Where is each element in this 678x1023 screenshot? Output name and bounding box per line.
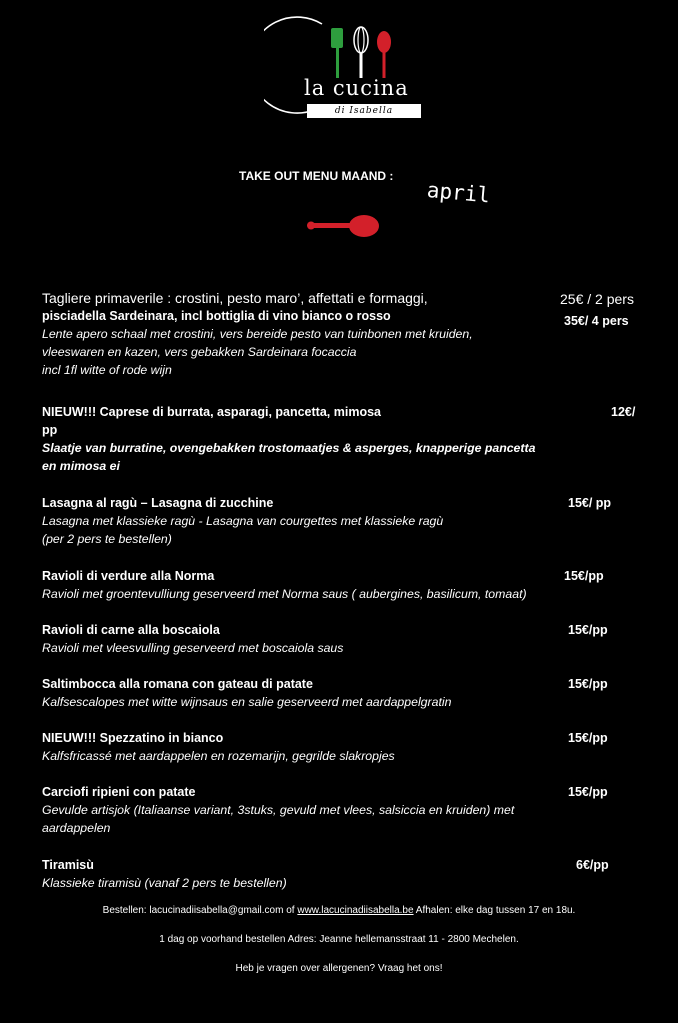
item-description: Ravioli met vleesvulling geserveerd met boscaiola saus (42, 641, 344, 655)
logo (264, 14, 424, 122)
menu-item (42, 567, 642, 603)
menu-item (42, 856, 642, 892)
footer-order-line (0, 905, 678, 916)
item-title: NIEUW!!! Spezzatino in bianco (42, 731, 224, 745)
menu-item (42, 729, 642, 765)
item-description: Lente apero schaal met crostini, vers bereide pesto van tuinbonen met kruiden, (42, 327, 473, 341)
item-description: (per 2 pers te bestellen) (42, 532, 172, 546)
item-title: Carciofi ripieni con patate (42, 785, 196, 799)
item-title: Ravioli di verdure alla Norma (42, 569, 215, 583)
footer-order-text: Bestellen: lacucinadiisabella@gmail.com of (102, 905, 298, 916)
item-title: Saltimbocca alla romana con gateau di patate (42, 677, 313, 691)
logo-subtitle: di Isabella (307, 104, 421, 118)
item-description: Slaatje van burratine, ovengebakken trostomaatjes & asperges, knapperige pancetta (42, 441, 536, 455)
item-title: Tagliere primaverile : crostini, pesto maro’, affettati e formaggi, (42, 290, 428, 306)
item-description: incl 1fl witte of rode wijn (42, 363, 172, 377)
menu-item (42, 621, 642, 657)
item-title: Ravioli di carne alla boscaiola (42, 623, 220, 637)
item-price: 12€/ (611, 405, 636, 419)
footer-pickup-text: Afhalen: elke dag tussen 17 en 18u. (413, 905, 576, 916)
item-description: Kalfsfricassé met aardappelen en rozemarijn, gegrilde slakropjes (42, 749, 395, 763)
item-price: 15€/pp (568, 623, 608, 637)
item-price: 15€/pp (568, 677, 608, 691)
menu-item (42, 289, 642, 379)
spoon-icon (306, 212, 382, 240)
item-description: Klassieke tiramisù (vanaf 2 pers te bestellen) (42, 876, 287, 890)
item-description: Lasagna met klassieke ragù - Lasagna van courgettes met klassieke ragù (42, 514, 444, 528)
item-title: Tiramisù (42, 858, 94, 872)
item-description: Gevulde artisjok (Italiaanse variant, 3stuks, gevuld met vlees, salsiccia en kruiden) met (42, 803, 515, 817)
item-title: NIEUW!!! Caprese di burrata, asparagi, pancetta, mimosa (42, 405, 381, 419)
item-price: 6€/pp (576, 858, 609, 872)
menu-item (42, 403, 642, 475)
item-description: aardappelen (42, 821, 111, 835)
item-title: Lasagna al ragù – Lasagna di zucchine (42, 496, 274, 510)
menu-item (42, 783, 642, 837)
logo-text: la cucina (304, 76, 409, 100)
footer-address: 1 dag op voorhand bestellen Adres: Jeanne hellemansstraat 11 - 2800 Mechelen. (159, 934, 519, 945)
item-description: Kalfsescalopes met witte wijnsaus en salie geserveerd met aardappelgratin (42, 695, 452, 709)
item-description: vleeswaren en kazen, vers gebakken Sardeinara focaccia (42, 345, 357, 359)
website-link[interactable]: www.lacucinadiisabella.be (297, 905, 414, 916)
menu-title: TAKE OUT MENU MAAND : (239, 169, 394, 183)
item-price-continued: pp (42, 423, 58, 437)
footer-allergens: Heb je vragen over allergenen? Vraag het ons! (235, 963, 443, 974)
item-description: en mimosa ei (42, 459, 120, 473)
item-price: 35€/ 4 pers (564, 314, 629, 328)
item-price: 25€ / 2 pers (560, 291, 634, 307)
item-price: 15€/pp (568, 731, 608, 745)
menu-item (42, 494, 642, 548)
item-price: 15€/pp (564, 569, 604, 583)
menu-item (42, 675, 642, 711)
item-price: 15€/pp (568, 785, 608, 799)
item-description: Ravioli met groentevulliung geserveerd met Norma saus ( aubergines, basilicum, tomaat) (42, 587, 527, 601)
item-price: 15€/ pp (568, 496, 612, 510)
menu-month: april (425, 178, 491, 208)
item-title-line2: pisciadella Sardeinara, incl bottiglia di vino bianco o rosso (42, 309, 391, 323)
